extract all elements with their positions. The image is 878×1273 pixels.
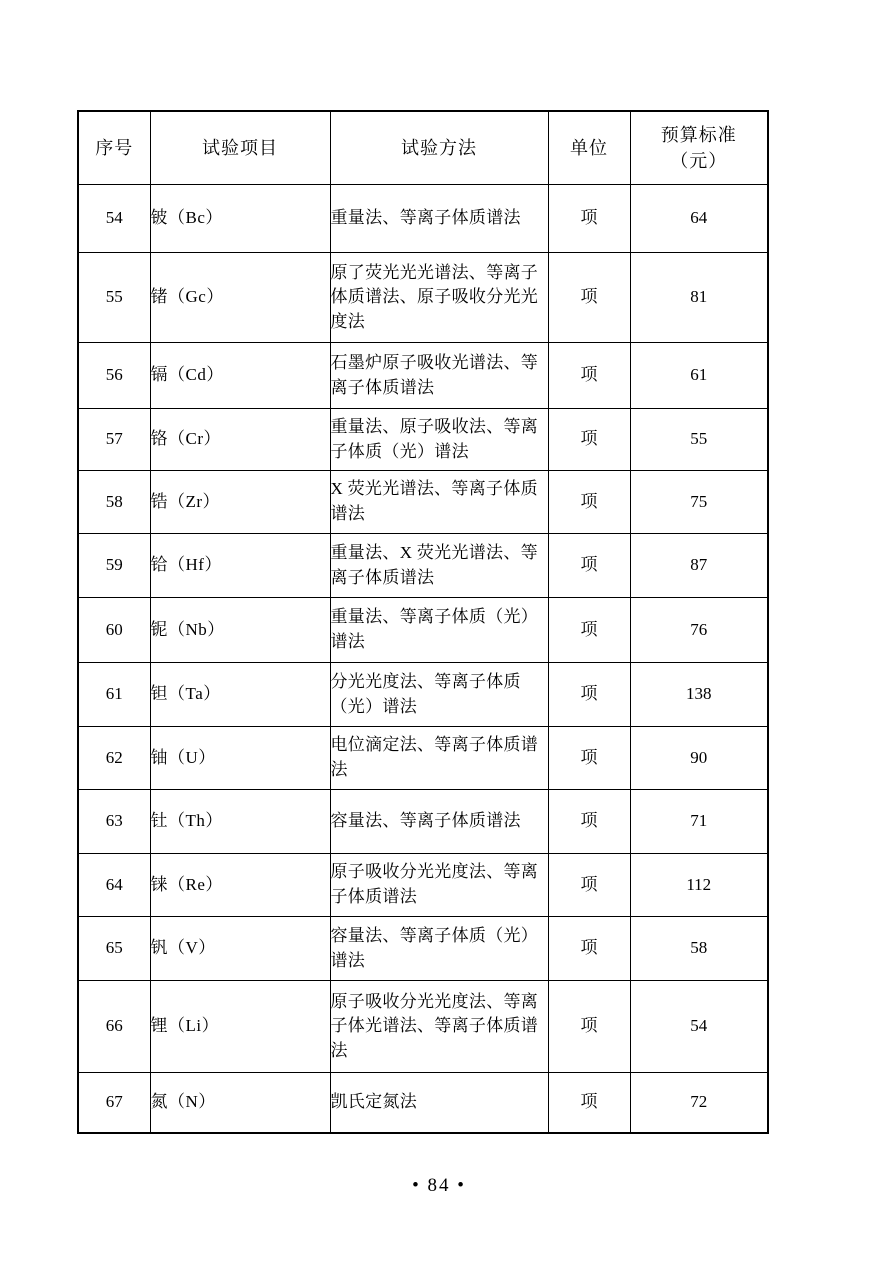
cell-unit: 项	[548, 185, 630, 253]
cell-unit: 项	[548, 1073, 630, 1133]
cell-price: 61	[630, 343, 768, 409]
cell-no: 57	[78, 409, 150, 471]
cell-method: 容量法、等离子体质谱法	[330, 790, 548, 854]
table-row	[78, 790, 768, 854]
cell-price: 75	[630, 471, 768, 534]
cell-no: 54	[78, 185, 150, 253]
table-row	[78, 981, 768, 1073]
header-cell-no: 序号	[78, 111, 150, 185]
cell-no: 55	[78, 253, 150, 343]
cell-price: 138	[630, 663, 768, 727]
cell-item: 氮（N）	[150, 1073, 330, 1133]
cell-method: 重量法、X 荧光光谱法、等离子体质谱法	[330, 534, 548, 598]
cell-method: 原子吸收分光光度法、等离子体光谱法、等离子体质谱法	[330, 981, 548, 1073]
cell-price: 81	[630, 253, 768, 343]
cell-method: 容量法、等离子体质（光）谱法	[330, 917, 548, 981]
header-cell-unit: 单位	[548, 111, 630, 185]
cell-no: 66	[78, 981, 150, 1073]
cell-price: 112	[630, 854, 768, 917]
cell-method: 石墨炉原子吸收光谱法、等离子体质谱法	[330, 343, 548, 409]
table-row	[78, 663, 768, 727]
cell-unit: 项	[548, 471, 630, 534]
table-row	[78, 598, 768, 663]
table-row	[78, 471, 768, 534]
cell-item: 铍（Bc）	[150, 185, 330, 253]
cell-unit: 项	[548, 409, 630, 471]
table-row	[78, 253, 768, 343]
table-row	[78, 917, 768, 981]
table-row	[78, 854, 768, 917]
table-row	[78, 343, 768, 409]
table-body	[78, 111, 768, 1133]
cell-unit: 项	[548, 917, 630, 981]
cell-no: 59	[78, 534, 150, 598]
cell-unit: 项	[548, 343, 630, 409]
cell-method: 原子吸收分光光度法、等离子体质谱法	[330, 854, 548, 917]
cell-item: 钽（Ta）	[150, 663, 330, 727]
cell-method: 电位滴定法、等离子体质谱法	[330, 727, 548, 790]
cell-item: 锗（Gc）	[150, 253, 330, 343]
cell-item: 锆（Zr）	[150, 471, 330, 534]
cell-unit: 项	[548, 727, 630, 790]
cell-method: 重量法、等离子体质谱法	[330, 185, 548, 253]
cell-unit: 项	[548, 534, 630, 598]
cell-item: 钍（Th）	[150, 790, 330, 854]
test-items-table	[77, 110, 769, 1134]
table-row	[78, 1073, 768, 1133]
cell-no: 65	[78, 917, 150, 981]
cell-no: 63	[78, 790, 150, 854]
cell-price: 71	[630, 790, 768, 854]
cell-item: 镉（Cd）	[150, 343, 330, 409]
cell-no: 58	[78, 471, 150, 534]
spec-table-container	[77, 110, 767, 1134]
header-cell-item: 试验项目	[150, 111, 330, 185]
cell-item: 铀（U）	[150, 727, 330, 790]
cell-item: 钒（V）	[150, 917, 330, 981]
table-row	[78, 534, 768, 598]
cell-item: 铼（Re）	[150, 854, 330, 917]
cell-unit: 项	[548, 253, 630, 343]
header-cell-price: 预算标准 （元）	[630, 111, 768, 185]
cell-price: 87	[630, 534, 768, 598]
cell-method: 原了荧光光光谱法、等离子体质谱法、原子吸收分光光度法	[330, 253, 548, 343]
cell-price: 54	[630, 981, 768, 1073]
header-cell-method: 试验方法	[330, 111, 548, 185]
cell-no: 56	[78, 343, 150, 409]
cell-method: 重量法、原子吸收法、等离子体质（光）谱法	[330, 409, 548, 471]
table-header-row	[78, 111, 768, 185]
cell-item: 铪（Hf）	[150, 534, 330, 598]
cell-no: 64	[78, 854, 150, 917]
cell-no: 67	[78, 1073, 150, 1133]
cell-item: 铌（Nb）	[150, 598, 330, 663]
cell-method: 凯氏定氮法	[330, 1073, 548, 1133]
cell-price: 58	[630, 917, 768, 981]
cell-price: 76	[630, 598, 768, 663]
cell-price: 72	[630, 1073, 768, 1133]
cell-unit: 项	[548, 598, 630, 663]
cell-price: 90	[630, 727, 768, 790]
table-row	[78, 185, 768, 253]
cell-price: 55	[630, 409, 768, 471]
cell-method: X 荧光光谱法、等离子体质谱法	[330, 471, 548, 534]
cell-unit: 项	[548, 790, 630, 854]
table-row	[78, 727, 768, 790]
cell-no: 61	[78, 663, 150, 727]
cell-item: 铬（Cr）	[150, 409, 330, 471]
cell-no: 60	[78, 598, 150, 663]
cell-price: 64	[630, 185, 768, 253]
cell-unit: 项	[548, 981, 630, 1073]
cell-unit: 项	[548, 854, 630, 917]
cell-method: 分光光度法、等离子体质（光）谱法	[330, 663, 548, 727]
cell-unit: 项	[548, 663, 630, 727]
cell-item: 锂（Li）	[150, 981, 330, 1073]
table-row	[78, 409, 768, 471]
cell-no: 62	[78, 727, 150, 790]
page-number: • 84 •	[412, 1175, 466, 1196]
cell-method: 重量法、等离子体质（光）谱法	[330, 598, 548, 663]
